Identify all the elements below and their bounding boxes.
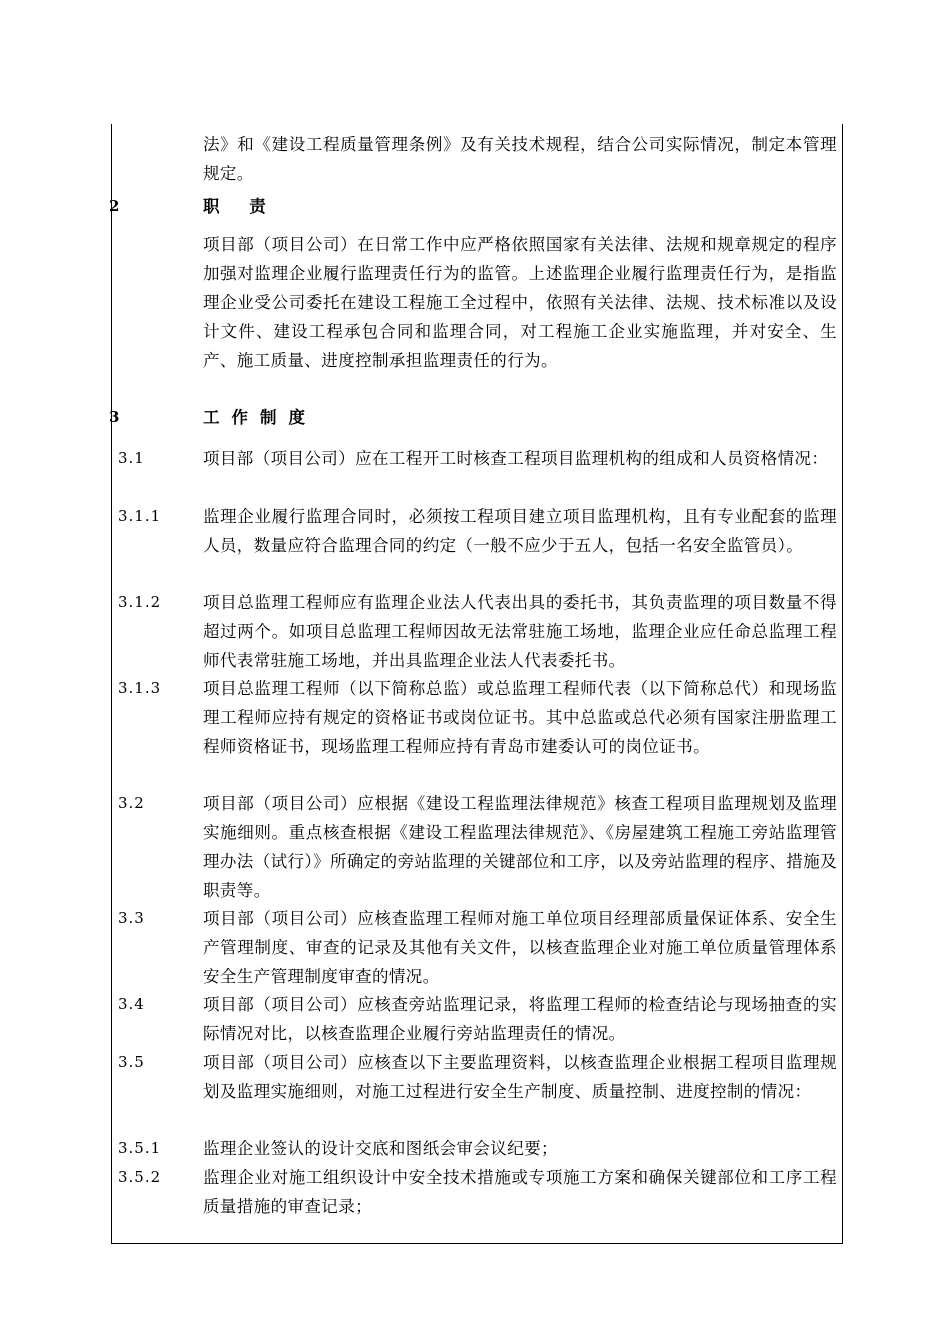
clause-number: 3.5 <box>118 1053 145 1071</box>
clause-number: 3.5.1 <box>118 1139 162 1157</box>
intro-paragraph: 法》和《建设工程质量管理条例》及有关技术规程，结合公司实际情况，制定本管理规定。 <box>203 135 837 183</box>
clause-number: 3.1.1 <box>118 507 162 525</box>
clause-number: 3.2 <box>118 794 145 812</box>
duties-paragraph: 项目部（项目公司）在日常工作中应严格依照国家有关法律、法规和规章规定的程序加强对监理企业履行监理责任行为的监管。上述监理企业履行监理责任行为，是指监理企业受公司委托在建设工程施工全过程中，依照有关法律、法规、技术标准以及设计文件、建设工程承包合同和监理合同，对工程施工企业实施监理，并对安全、生产、施工质量、进度控制承担监理责任的行为。 <box>203 235 837 370</box>
clause-number: 3.1 <box>118 449 145 467</box>
clause-text: 监理企业履行监理合同时，必须按工程项目建立项目监理机构，且有专业配套的监理人员，数量应符合监理合同的约定（一般不应少于五人，包括一名安全监管员）。 <box>203 507 837 555</box>
clause-text: 项目总监理工程师（以下简称总监）或总监理工程师代表（以下简称总代）和现场监理工程师应持有规定的资格证书或岗位证书。其中总监或总代必须有国家注册监理工程师资格证书，现场监理工程师应持有青岛市建委认可的岗位证书。 <box>203 679 837 756</box>
section-number-2: 2 <box>109 197 121 215</box>
clause-text: 项目部（项目公司）应核查监理工程师对施工单位项目经理部质量保证体系、安全生产管理制度、审查的记录及其他有关文件，以核查监理企业对施工单位质量管理体系安全生产管理制度审查的情况。 <box>203 909 837 986</box>
section-heading-duties: 职 责 <box>203 197 278 216</box>
clause-number: 3.4 <box>118 995 145 1013</box>
clause-text: 项目部（项目公司）应核查旁站监理记录，将监理工程师的检查结论与现场抽查的实际情况对比，以核查监理企业履行旁站监理责任的情况。 <box>203 995 837 1043</box>
clause-text: 监理企业签认的设计交底和图纸会审会议纪要； <box>203 1139 558 1158</box>
clause-text: 项目部（项目公司）应核查以下主要监理资料，以核查监理企业根据工程项目监理规划及监理实施细则，对施工过程进行安全生产制度、质量控制、进度控制的情况： <box>203 1053 837 1101</box>
clause-number: 3.1.2 <box>118 593 162 611</box>
clause-text: 项目部（项目公司）应根据《建设工程监理法律规范》核查工程项目监理规划及监理实施细则。重点核查根据《建设工程监理法律规范》、《房屋建筑工程施工旁站监理管理办法（试行）》所确定的旁站监理的关键部位和工序，以及旁站监理的程序、措施及职责等。 <box>203 794 837 900</box>
section-number-3: 3 <box>109 408 121 426</box>
clause-text: 项目部（项目公司）应在工程开工时核查工程项目监理机构的组成和人员资格情况： <box>203 449 829 468</box>
clause-text: 监理企业对施工组织设计中安全技术措施或专项施工方案和确保关键部位和工序工程质量措施的审查记录； <box>203 1168 837 1216</box>
clause-number: 3.1.3 <box>118 679 162 697</box>
clause-text: 项目总监理工程师应有监理企业法人代表出具的委托书，其负责监理的项目数量不得超过两个。如项目总监理工程师因故无法常驻施工场地，监理企业应任命总监理工程师代表常驻施工场地，并出具监理企业法人代表委托书。 <box>203 593 837 670</box>
clause-number: 3.5.2 <box>118 1168 162 1186</box>
section-heading-work-system: 工作制度 <box>203 408 317 427</box>
clause-number: 3.3 <box>118 909 145 927</box>
